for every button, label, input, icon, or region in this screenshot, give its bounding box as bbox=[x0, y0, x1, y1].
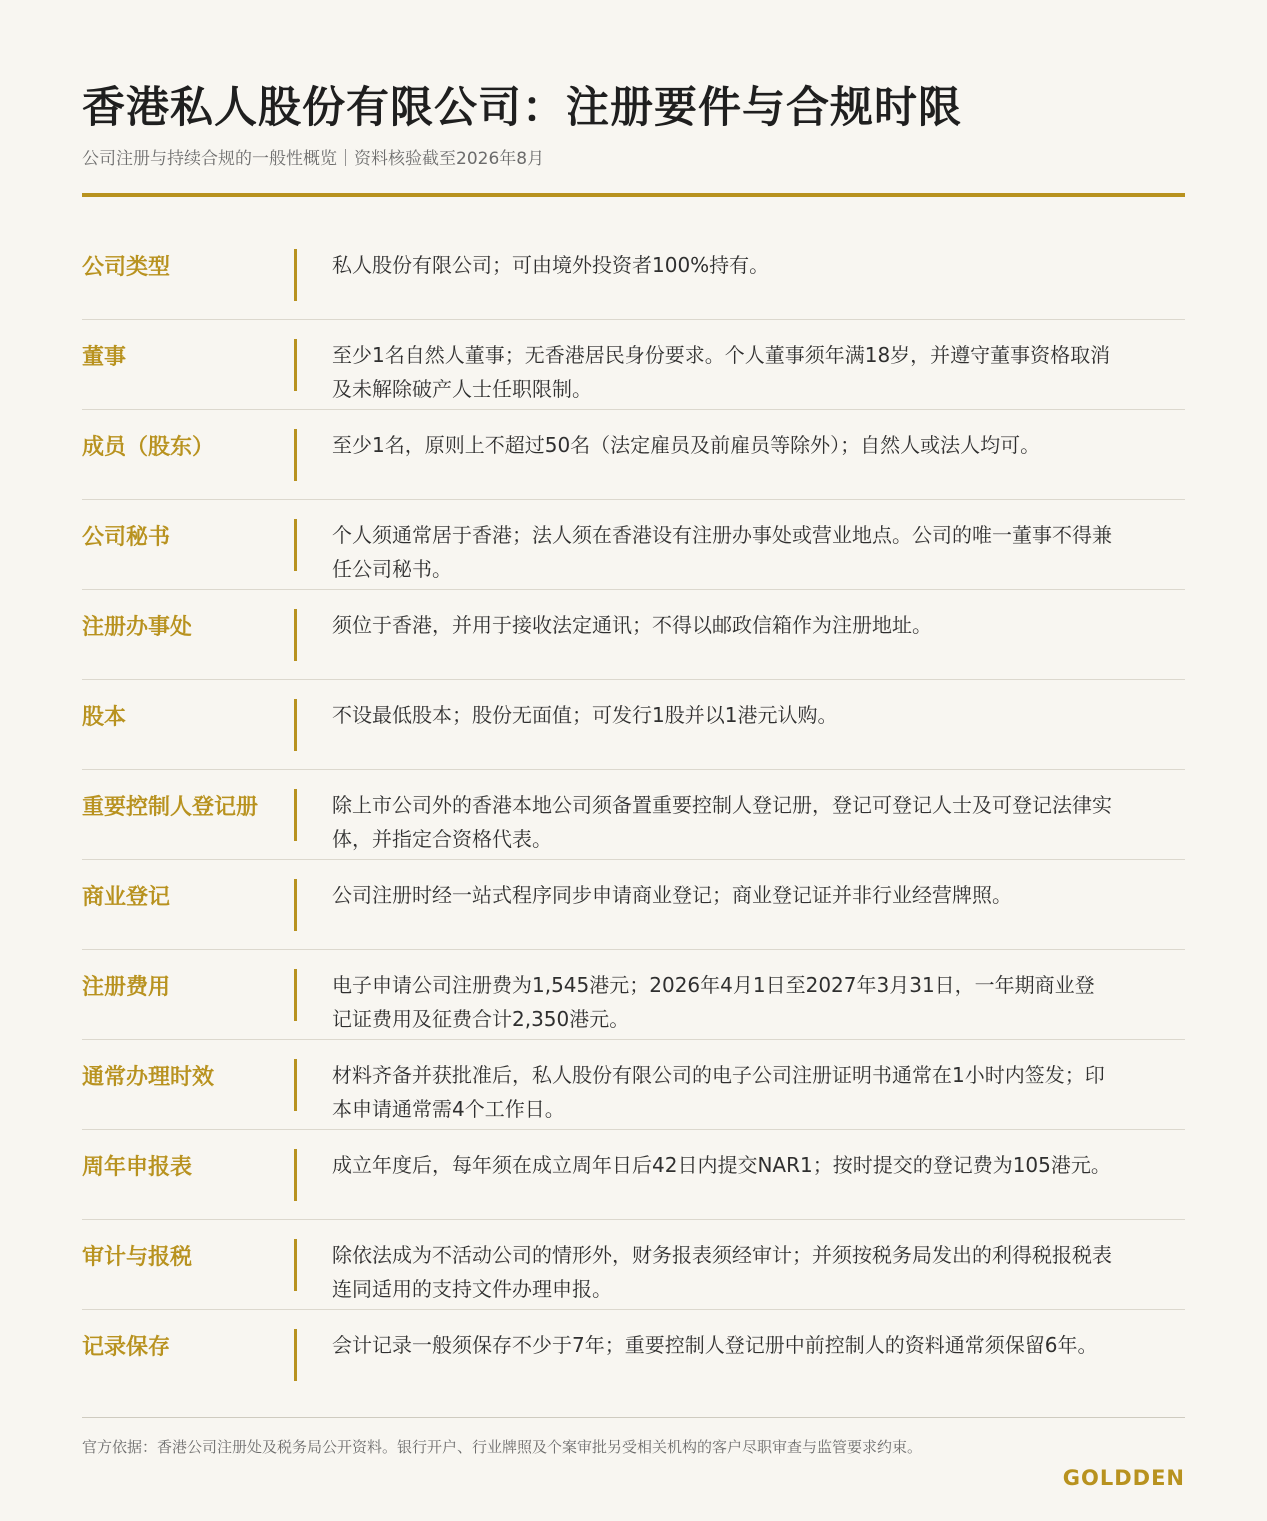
row-label: 公司类型 bbox=[82, 255, 171, 280]
row-accent-bar bbox=[294, 1149, 297, 1201]
row-label: 成员（股东） bbox=[82, 435, 215, 460]
row-text: 公司注册时经一站式程序同步申请商业登记；商业登记证并非行业经营牌照。 bbox=[332, 883, 1012, 907]
row-text: 至少1名自然人董事；无香港居民身份要求。个人董事须年满18岁，并遵守董事资格取消及未解除破产人士任职限制。 bbox=[332, 343, 1111, 401]
row-accent-bar bbox=[294, 609, 297, 661]
row-accent-bar bbox=[294, 1329, 297, 1381]
row-text: 须位于香港，并用于接收法定通讯；不得以邮政信箱作为注册地址。 bbox=[332, 613, 932, 637]
row-company-type bbox=[82, 230, 1185, 320]
row-accent-bar bbox=[294, 1239, 297, 1291]
row-label: 审计与报税 bbox=[82, 1245, 193, 1270]
brand-logo: GOLDDEN bbox=[1062, 1466, 1185, 1490]
row-text: 电子申请公司注册费为1,545港元；2026年4月1日至2027年3月31日，一年期商业登记证费用及征费合计2,350港元。 bbox=[332, 973, 1095, 1031]
row-accent-bar bbox=[294, 339, 297, 391]
row-company-secretary bbox=[82, 500, 1185, 590]
row-registration-fees bbox=[82, 950, 1185, 1040]
row-text: 私人股份有限公司；可由境外投资者100%持有。 bbox=[332, 253, 770, 277]
row-accent-bar bbox=[294, 519, 297, 571]
row-label: 注册费用 bbox=[82, 975, 171, 1000]
row-share-capital bbox=[82, 680, 1185, 770]
row-label: 重要控制人登记册 bbox=[82, 795, 259, 820]
row-label: 注册办事处 bbox=[82, 615, 193, 640]
page-title: 香港私人股份有限公司：注册要件与合规时限 bbox=[82, 83, 962, 133]
row-label: 记录保存 bbox=[82, 1335, 171, 1360]
bottom-divider bbox=[82, 1417, 1185, 1418]
row-text: 会计记录一般须保存不少于7年；重要控制人登记册中前控制人的资料通常须保留6年。 bbox=[332, 1333, 1098, 1357]
row-text: 不设最低股本；股份无面值；可发行1股并以1港元认购。 bbox=[332, 703, 838, 727]
row-accent-bar bbox=[294, 879, 297, 931]
row-label: 通常办理时效 bbox=[82, 1065, 215, 1090]
row-label: 商业登记 bbox=[82, 885, 171, 910]
row-text: 至少1名，原则上不超过50名（法定雇员及前雇员等除外）；自然人或法人均可。 bbox=[332, 433, 1041, 457]
row-label: 周年申报表 bbox=[82, 1155, 193, 1180]
row-audit-tax bbox=[82, 1220, 1185, 1310]
row-processing-time bbox=[82, 1040, 1185, 1130]
row-members bbox=[82, 410, 1185, 500]
row-accent-bar bbox=[294, 969, 297, 1021]
row-directors bbox=[82, 320, 1185, 410]
row-label: 公司秘书 bbox=[82, 525, 171, 550]
row-label: 董事 bbox=[82, 345, 127, 370]
requirements-list bbox=[82, 230, 1185, 1400]
row-record-keeping bbox=[82, 1310, 1185, 1400]
row-registered-office bbox=[82, 590, 1185, 680]
row-accent-bar bbox=[294, 699, 297, 751]
row-text: 材料齐备并获批准后，私人股份有限公司的电子公司注册证明书通常在1小时内签发；印本申请通常需4个工作日。 bbox=[332, 1063, 1105, 1121]
row-accent-bar bbox=[294, 789, 297, 841]
row-text: 成立年度后，每年须在成立周年日后42日内提交NAR1；按时提交的登记费为105港元。 bbox=[332, 1153, 1111, 1177]
row-accent-bar bbox=[294, 429, 297, 481]
row-text: 除依法成为不活动公司的情形外，财务报表须经审计；并须按税务局发出的利得税报税表连同适用的支持文件办理申报。 bbox=[332, 1243, 1112, 1301]
row-accent-bar bbox=[294, 249, 297, 301]
row-label: 股本 bbox=[82, 705, 127, 730]
row-text: 个人须通常居于香港；法人须在香港设有注册办事处或营业地点。公司的唯一董事不得兼任公司秘书。 bbox=[332, 523, 1112, 581]
row-annual-return bbox=[82, 1130, 1185, 1220]
row-accent-bar bbox=[294, 1059, 297, 1111]
row-text: 除上市公司外的香港本地公司须备置重要控制人登记册，登记可登记人士及可登记法律实体，并指定合资格代表。 bbox=[332, 793, 1112, 851]
footnote: 官方依据：香港公司注册处及税务局公开资料。银行开户、行业牌照及个案审批另受相关机构的客户尽职审查与监管要求约束。 bbox=[82, 1438, 923, 1456]
row-business-registration bbox=[82, 860, 1185, 950]
top-divider bbox=[82, 193, 1185, 197]
row-significant-controllers bbox=[82, 770, 1185, 860]
page-subtitle: 公司注册与持续合规的一般性概览｜资料核验截至2026年8月 bbox=[82, 149, 545, 169]
